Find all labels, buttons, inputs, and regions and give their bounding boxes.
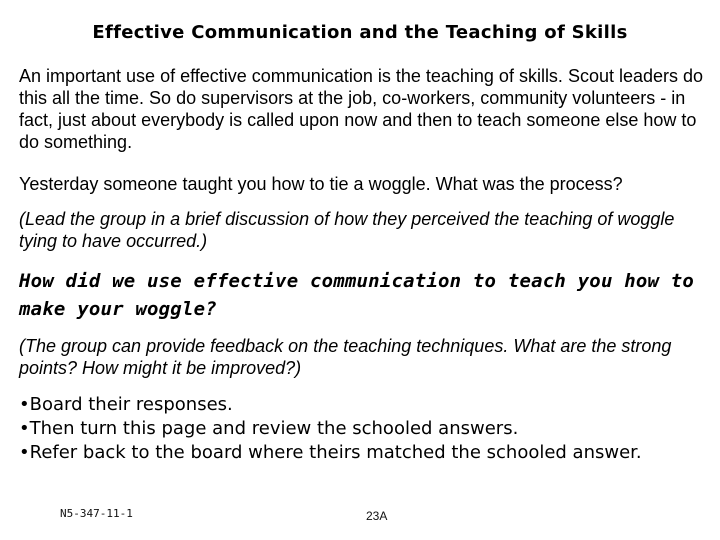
intro-paragraph: An important use of effective communication is the teaching of skills. Scout leaders do this all the time. So do supervisors at the job, co-workers, community volunteers - in fact, just about everybody is called upon now and then to teach someone else how to do something. [19, 66, 704, 152]
list-item: •Refer back to the board where theirs matched the schooled answer. [19, 442, 642, 463]
document-code: N5-347-11-1 [60, 507, 133, 520]
page-title: Effective Communication and the Teaching of Skills [92, 22, 628, 43]
woggle-question-paragraph: Yesterday someone taught you how to tie a woggle. What was the process? [19, 174, 623, 194]
discussion-question: How did we use effective communication to teach you how to make your woggle? [19, 270, 695, 320]
facilitator-note-feedback: (The group can provide feedback on the teaching techniques. What are the strong points? How might it be improved?) [19, 336, 672, 378]
facilitator-note-discussion: (Lead the group in a brief discussion of how they perceived the teaching of woggle tying to have occurred.) [19, 209, 675, 251]
page-number: 23A [366, 509, 388, 523]
instruction-list [19, 393, 709, 465]
list-item: •Board their responses. [19, 394, 233, 415]
list-item: •Then turn this page and review the schooled answers. [19, 418, 519, 439]
